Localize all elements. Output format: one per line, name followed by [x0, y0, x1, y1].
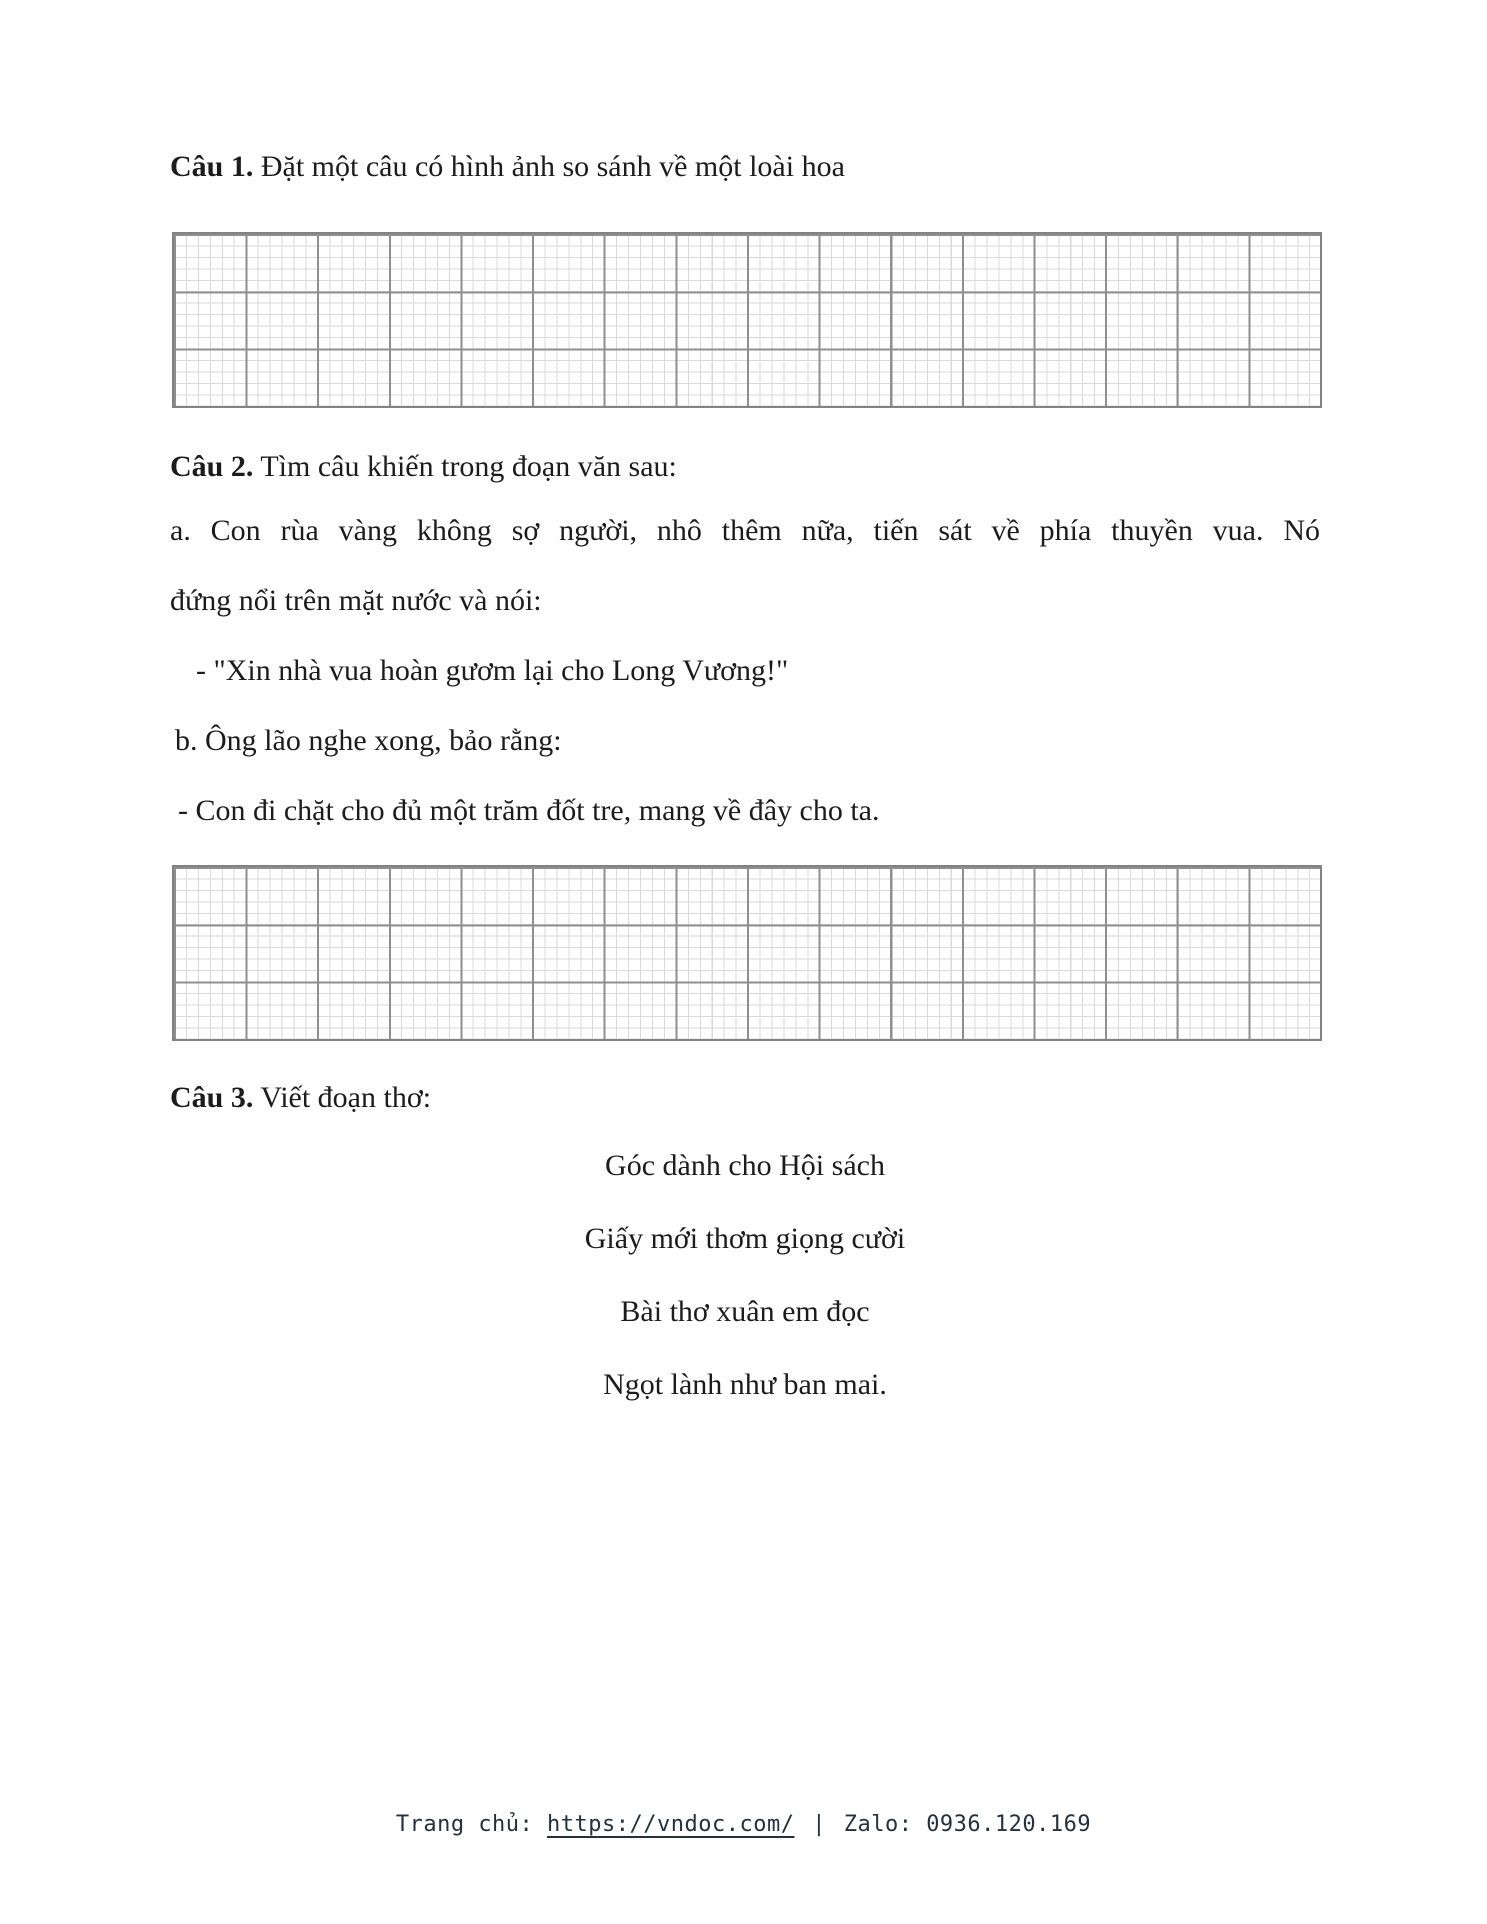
question-3-heading — [170, 1077, 1320, 1119]
question-2-label: Câu 2. — [170, 450, 254, 483]
footer-zalo-label: Zalo: 0936.120.169 — [843, 1812, 1092, 1837]
footer-separator: | — [812, 1812, 826, 1837]
answer-grid-2 — [172, 865, 1322, 1041]
footer-home-link[interactable]: https://vndoc.com/ — [547, 1812, 795, 1837]
question-2-text: Tìm câu khiến trong đoạn văn sau: — [260, 450, 677, 483]
question-3-text: Viết đoạn thơ: — [260, 1081, 432, 1114]
poem-line-3: Bài thơ xuân em đọc — [620, 1295, 870, 1328]
question-1-text: Đặt một câu có hình ảnh so sánh về một loài hoa — [260, 150, 845, 183]
worksheet-content — [170, 0, 1320, 1421]
poem-line-4: Ngọt lành như ban mai. — [603, 1368, 887, 1401]
question-2-heading — [170, 446, 1320, 488]
page-footer — [0, 1812, 1487, 1837]
poem-line-2: Giấy mới thơm giọng cười — [584, 1222, 906, 1255]
question-3-label: Câu 3. — [170, 1081, 254, 1114]
passage-a-line-2: đứng nổi trên mặt nước và nói: — [170, 584, 542, 617]
footer-home-label: Trang chủ: — [395, 1812, 534, 1837]
poem-line-1: Góc dành cho Hội sách — [605, 1149, 885, 1182]
passage-a-line-1: a. Con rùa vàng không sợ người, nhô thêm nữa, tiến sát về phía thuyền vua. Nó — [170, 514, 1320, 547]
poem-block — [170, 1129, 1320, 1421]
question-1-heading — [170, 146, 1320, 188]
answer-grid-1 — [172, 232, 1322, 408]
question-1-label: Câu 1. — [170, 150, 254, 183]
passage-b-quote: - Con đi chặt cho đủ một trăm đốt tre, mang về đây cho ta. — [178, 794, 880, 827]
passage-b-line: b. Ông lão nghe xong, bảo rằng: — [175, 724, 562, 757]
passage-a — [170, 496, 1320, 636]
passage-a-quote: - "Xin nhà vua hoàn gươm lại cho Long Vương!" — [196, 654, 789, 687]
